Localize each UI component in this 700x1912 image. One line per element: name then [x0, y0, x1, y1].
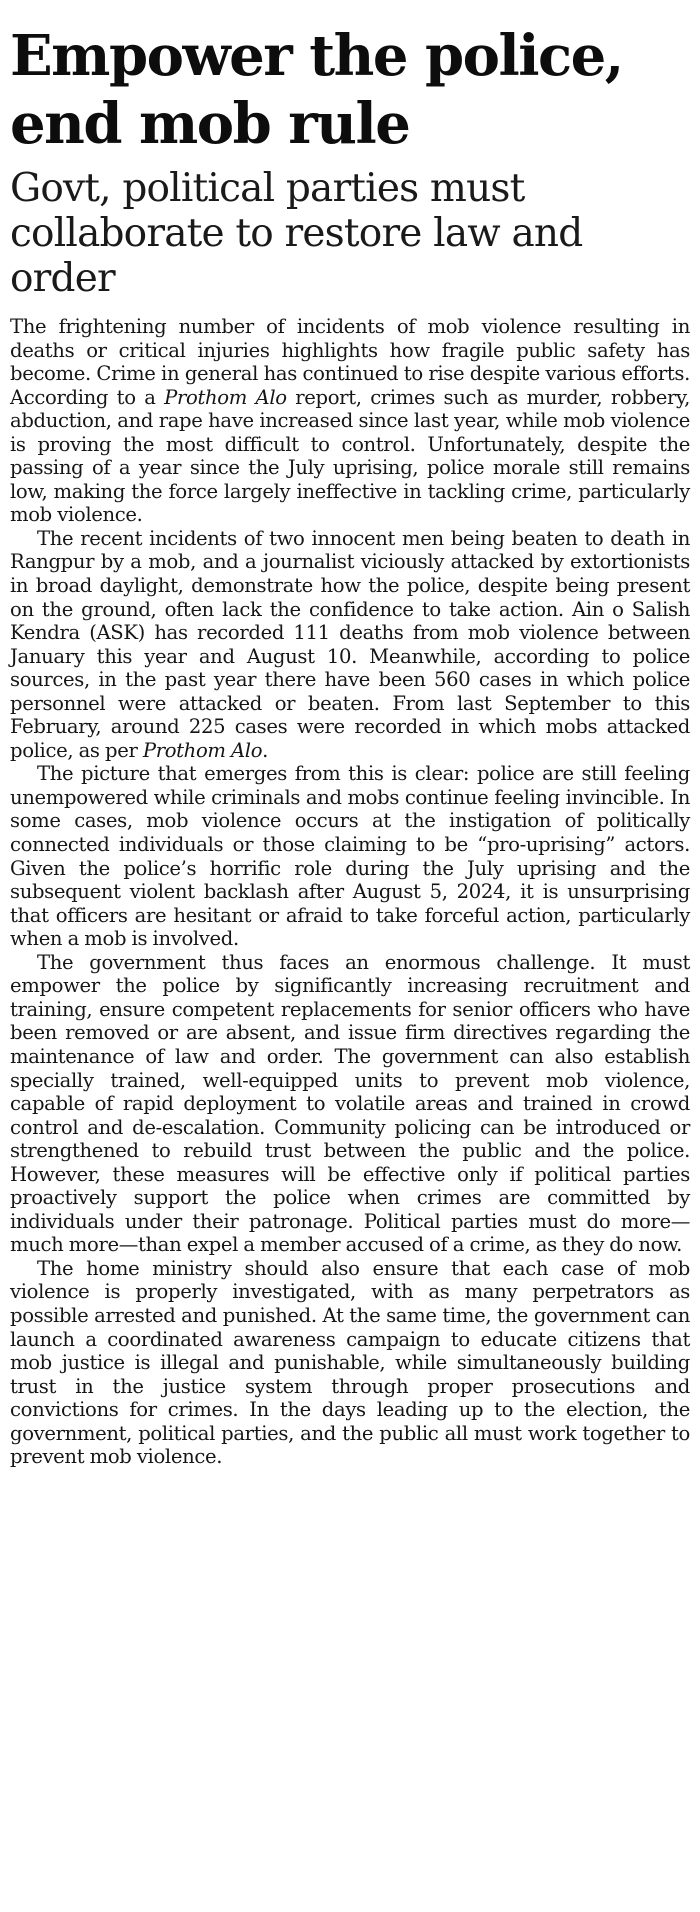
- text-run: The government thus faces an enormous challenge. It must empower the police by significantly increasing recruitment and training, ensure competent replacements for senior officers who have been removed or are absent, and issue firm directives regarding the maintenance of law and order. The government can also establish specially trained, well-equipped units to prevent mob violence, capable of rapid deployment to volatile areas and trained in crowd control and de-escalation. Community policing can be introduced or strengthened to rebuild trust between the public and the police. However, these measures will be effective only if political parties proactively support the police when crimes are committed by individuals under their patronage. Political parties must do more—much more—than expel a member accused of a crime, as they do now.: [10, 950, 690, 1257]
- headline: Empower the police, end mob rule: [10, 23, 623, 157]
- body-paragraph: [10, 951, 690, 1257]
- body-paragraph: [10, 527, 690, 762]
- article-body: [10, 315, 690, 1469]
- italic-text-run: Prothom Alo: [164, 385, 287, 409]
- body-paragraph: [10, 315, 690, 527]
- body-paragraph: [10, 762, 690, 950]
- text-run: The picture that emerges from this is clear: police are still feeling unempowered while criminals and mobs continue feeling invincible. In some cases, mob violence occurs at the instigation of politically connected individuals or those claiming to be “pro-uprising” actors. Given the police’s horrific role during the July uprising and the subsequent violent backlash after August 5, 2024, it is unsurprising that officers are hesitant or afraid to take forceful action, particularly when a mob is involved.: [10, 762, 690, 951]
- text-run: The frightening number of incidents of mob violence resulting in deaths or critical injuries highlights how fragile public safety has become. Crime in general has continued to rise despite various efforts. According to a: [10, 315, 690, 409]
- text-run: report, crimes such as murder, robbery, abduction, and rape have increased since last year, while mob violence is proving the most difficult to control. Unfortunately, despite the passing of a year since the July uprising, police morale still remains low, making the force largely ineffective in tackling crime, particularly mob violence.: [10, 385, 690, 527]
- body-paragraph: [10, 1257, 690, 1469]
- text-run: The recent incidents of two innocent men being beaten to death in Rangpur by a mob, and a journalist viciously attacked by extortionists in broad daylight, demonstrate how the police, despite being present on the ground, often lack the confidence to take action. Ain o Salish Kendra (ASK) has recorded 111 deaths from mob violence between January this year and August 10. Meanwhile, according to police sources, in the past year there have been 560 cases in which police personnel were attacked or beaten. From last September to this February, around 225 cases were recorded in which mobs attacked police, as per: [10, 526, 690, 762]
- text-run: .: [262, 738, 269, 762]
- subheadline: Govt, political parties must collaborate to restore law and order: [10, 166, 583, 301]
- italic-text-run: Prothom Alo: [142, 738, 263, 762]
- text-run: The home ministry should also ensure that each case of mob violence is properly investigated, with as many perpetrators as possible arrested and punished. At the same time, the government can launch a coordinated awareness campaign to educate citizens that mob justice is illegal and punishable, while simultaneously building trust in the justice system through proper prosecutions and convictions for crimes. In the days leading up to the election, the government, political parties, and the public all must work together to prevent mob violence.: [10, 1256, 690, 1469]
